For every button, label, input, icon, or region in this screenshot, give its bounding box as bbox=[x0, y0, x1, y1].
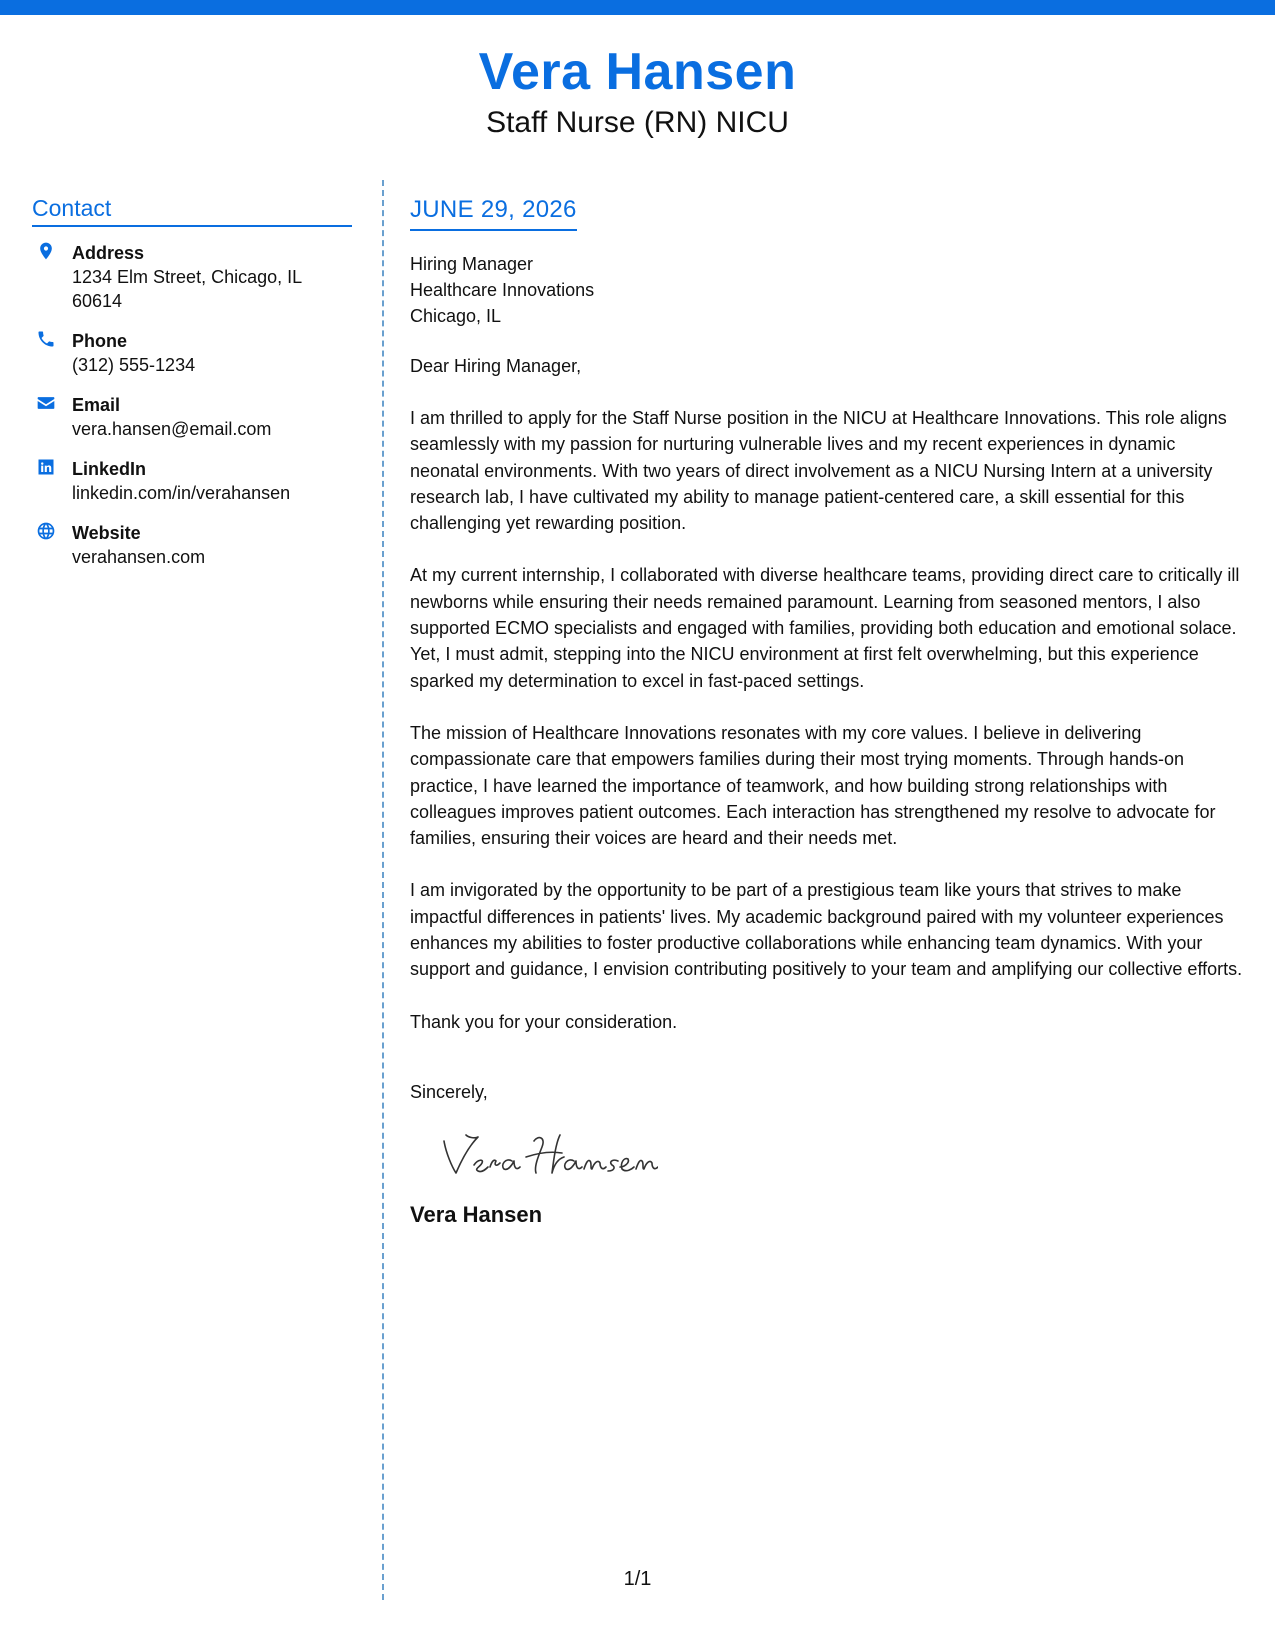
body-paragraph: I am thrilled to apply for the Staff Nurse position in the NICU at Healthcare Innovations. This role aligns seamlessly with my passion for nurturing vulnerable lives and my recent experiences in dynamic neonatal environments. With two years of direct involvement as a NICU Nursing Intern at a university research lab, I have cultivated my ability to manage patient-centered care, a skill essential for this challenging yet rewarding position. bbox=[410, 408, 1227, 534]
body-paragraph: At my current internship, I collaborated with diverse healthcare teams, providing direct care to critically ill newborns while ensuring their needs remained paramount. Learning from seasoned mentors, I also supported ECMO specialists and engaged with families, providing both education and emotional solace. Yet, I must admit, stepping into the NICU environment at first felt overwhelming, but this experience sparked my determination to excel in fast-paced settings. bbox=[410, 565, 1240, 691]
contact-label-phone: Phone bbox=[72, 331, 128, 351]
globe-icon bbox=[34, 521, 58, 545]
contact-sidebar bbox=[32, 195, 352, 585]
contact-value-phone: (312) 555-1234 bbox=[72, 355, 196, 375]
top-accent-bar bbox=[0, 0, 1275, 15]
contact-item-website bbox=[32, 521, 352, 569]
contact-value-website: verahansen.com bbox=[72, 547, 206, 567]
contact-item-phone bbox=[32, 329, 352, 377]
recipient-line: Hiring Manager bbox=[410, 254, 534, 274]
contact-value-email: vera.hansen@email.com bbox=[72, 419, 272, 439]
body-paragraph: The mission of Healthcare Innovations resonates with my core values. I believe in delivering compassionate care that empowers families during their most trying moments. Through hands-on practice, I have learned the importance of teamwork, and how building strong relationships with colleagues improves patient outcomes. Each interaction has strengthened my resolve to advocate for families, ensuring their voices are heard and their needs met. bbox=[410, 722, 1216, 849]
recipient-block bbox=[410, 251, 1245, 329]
contact-label-email: Email bbox=[72, 395, 121, 415]
contact-item-address bbox=[32, 241, 352, 313]
closing-line: Thank you for your consideration. bbox=[410, 1011, 678, 1032]
applicant-name: Vera Hansen bbox=[478, 43, 797, 101]
contact-heading: Contact bbox=[32, 195, 352, 227]
job-title: Staff Nurse (RN) NICU bbox=[486, 106, 789, 139]
linkedin-icon bbox=[34, 457, 58, 481]
signoff: Sincerely, bbox=[410, 1081, 488, 1102]
column-divider bbox=[382, 180, 384, 1600]
signer-name: Vera Hansen bbox=[410, 1201, 543, 1227]
phone-icon bbox=[34, 329, 58, 353]
recipient-line: Chicago, IL bbox=[410, 306, 502, 326]
contact-label-linkedin: LinkedIn bbox=[72, 459, 147, 479]
contact-item-linkedin bbox=[32, 457, 352, 505]
location-pin-icon bbox=[34, 241, 58, 265]
page-number: 1/1 bbox=[623, 1568, 652, 1590]
contact-value-address: 1234 Elm Street, Chicago, IL 60614 bbox=[72, 267, 302, 311]
contact-label-website: Website bbox=[72, 523, 141, 543]
salutation: Dear Hiring Manager, bbox=[410, 356, 582, 376]
header bbox=[0, 40, 1275, 142]
recipient-line: Healthcare Innovations bbox=[410, 280, 595, 300]
envelope-icon bbox=[34, 393, 58, 417]
letter-body bbox=[410, 196, 1245, 1228]
contact-label-address: Address bbox=[72, 243, 145, 263]
body-paragraph: I am invigorated by the opportunity to be part of a prestigious team like yours that strives to make impactful differences in patients' lives. My academic background paired with my volunteer experiences enhances my abilities to foster productive collaborations while enhancing team dynamics. With your support and guidance, I envision contributing positively to your team and amplifying our collective efforts. bbox=[410, 880, 1243, 980]
letter-date: JUNE 29, 2026 bbox=[410, 196, 577, 231]
contact-item-email bbox=[32, 393, 352, 441]
contact-value-linkedin: linkedin.com/in/verahansen bbox=[72, 483, 291, 503]
handwritten-signature bbox=[438, 1123, 658, 1183]
